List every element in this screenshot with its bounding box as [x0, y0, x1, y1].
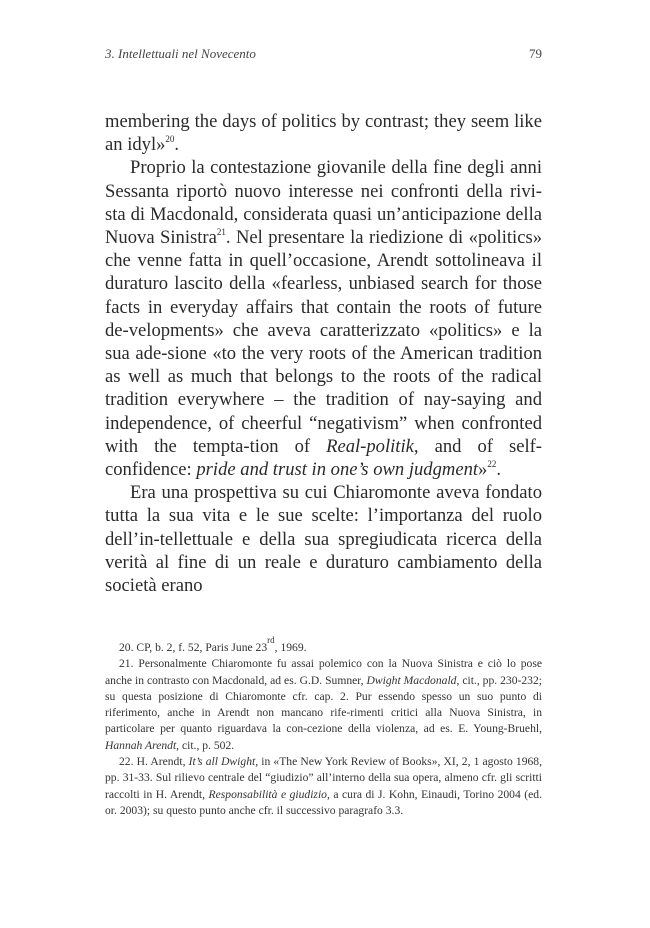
paragraph-1	[105, 110, 542, 156]
footnote-22-italic-2: Responsabilità e giudizio	[208, 787, 327, 801]
footnotes	[105, 635, 543, 819]
footnote-20	[105, 635, 542, 656]
footnote-22-italic-1: It’s all Dwight	[188, 755, 256, 769]
footnote-22-text-c: , a cura di J. Kohn, Einaudi, Torino 2004 (ed. or. 2003); su questo punto anche cfr. il successivo paragrafo 3.3.	[105, 787, 542, 817]
footnote-ref-22[interactable]: 22	[487, 459, 497, 470]
paragraph-2-text-b: . Nel presentare la riedizione di «politics» che venne fatta in quell’occasione, Arendt sottolineava il duraturo lascito della «fearless, unbiased search for those facts in everyday affairs that contain the roots of future de-velopments» che aveva caratterizzato «politics» e la sua ade-sione «to the very roots of the American tradition as well as much that belongs to the roots of the radical tradition everywhere – the tradition of nay-saying and independence, of cheerful “negativism” when confronted with the tempta-tion of	[105, 227, 542, 457]
paragraph-2	[105, 156, 542, 481]
footnote-22	[105, 754, 542, 819]
footnote-21-italic-2: Hannah Arendt	[105, 738, 177, 752]
paragraph-2-text-d: »	[478, 459, 488, 481]
chapter-title: 3. Intellettuali nel Novecento	[105, 46, 256, 61]
main-text	[105, 110, 542, 597]
footnote-21-text-a: 21. Personalmente Chiaromonte fu assai polemico con la Nuova Sinistra e ciò lo pose anche in contrasto con Macdonald, ad es. G.D. Sumner,	[105, 657, 542, 687]
paragraph-2-text-c: , and of self-confidence:	[105, 435, 543, 481]
paragraph-2-text-a: Proprio la contestazione giovanile della fine degli anni Sessanta riportò nuovo interesse nei confronti della rivi-sta di Macdonald, considerata quasi un’anticipazione della Nuova Sinistra	[105, 157, 542, 249]
footnote-22-text-b: , in «The New York Review of Books», XI, 2, 1 agosto 1968, pp. 31-33. Sul rilievo centrale del “giudizio” all’interno della sua opera, almeno cfr. gli scritti raccolti in H. Arendt,	[105, 755, 543, 801]
footnote-21-text-c: , cit., p. 502.	[176, 738, 235, 752]
footnote-ref-20[interactable]: 20	[165, 134, 175, 145]
paragraph-3	[105, 481, 542, 597]
footnote-21	[105, 656, 542, 754]
footnote-22-text-a: 22. H. Arendt,	[119, 755, 189, 769]
running-head	[105, 46, 542, 66]
footnote-20-text-b: , 1969.	[274, 641, 307, 654]
paragraph-1-end: .	[174, 134, 180, 156]
page-number: 79	[529, 46, 542, 61]
paragraph-1-text: membering the days of politics by contrast; they seem like an idyl»	[105, 111, 542, 156]
paragraph-2-italic-quote: pride and trust in one’s own judgment	[196, 459, 479, 481]
footnote-ref-21[interactable]: 21	[216, 227, 226, 238]
footnote-21-text-b: , cit., pp. 230-232; su questa posizione di Chiaromonte cfr. cap. 2. Pur essendo spesso un suo punto di riferimento, anche in Arendt non mancano rife-rimenti critici alla Nuova Sinistra, in particolare per quanto riguardava la con-cezione della violenza, ad es. E. Young-Bruehl,	[105, 673, 542, 736]
paragraph-3-text: Era una prospettiva su cui Chiaromonte aveva fondato tutta la sua vita e le sue scelte: l’importanza del ruolo dell’in-tellettuale e della sua spregiudicata ricerca della verità al fine di un reale e duraturo cambiamento della società erano	[105, 482, 542, 597]
footnote-20-sup: rd	[267, 635, 275, 645]
footnote-20-text-a: 20. CP, b. 2, f. 52, Paris June 23	[119, 641, 268, 654]
paragraph-2-italic-realpolitik: Real-politik	[326, 435, 414, 457]
footnote-21-italic-1: Dwight Macdonald	[366, 673, 457, 687]
paragraph-2-text-e: .	[496, 459, 501, 481]
